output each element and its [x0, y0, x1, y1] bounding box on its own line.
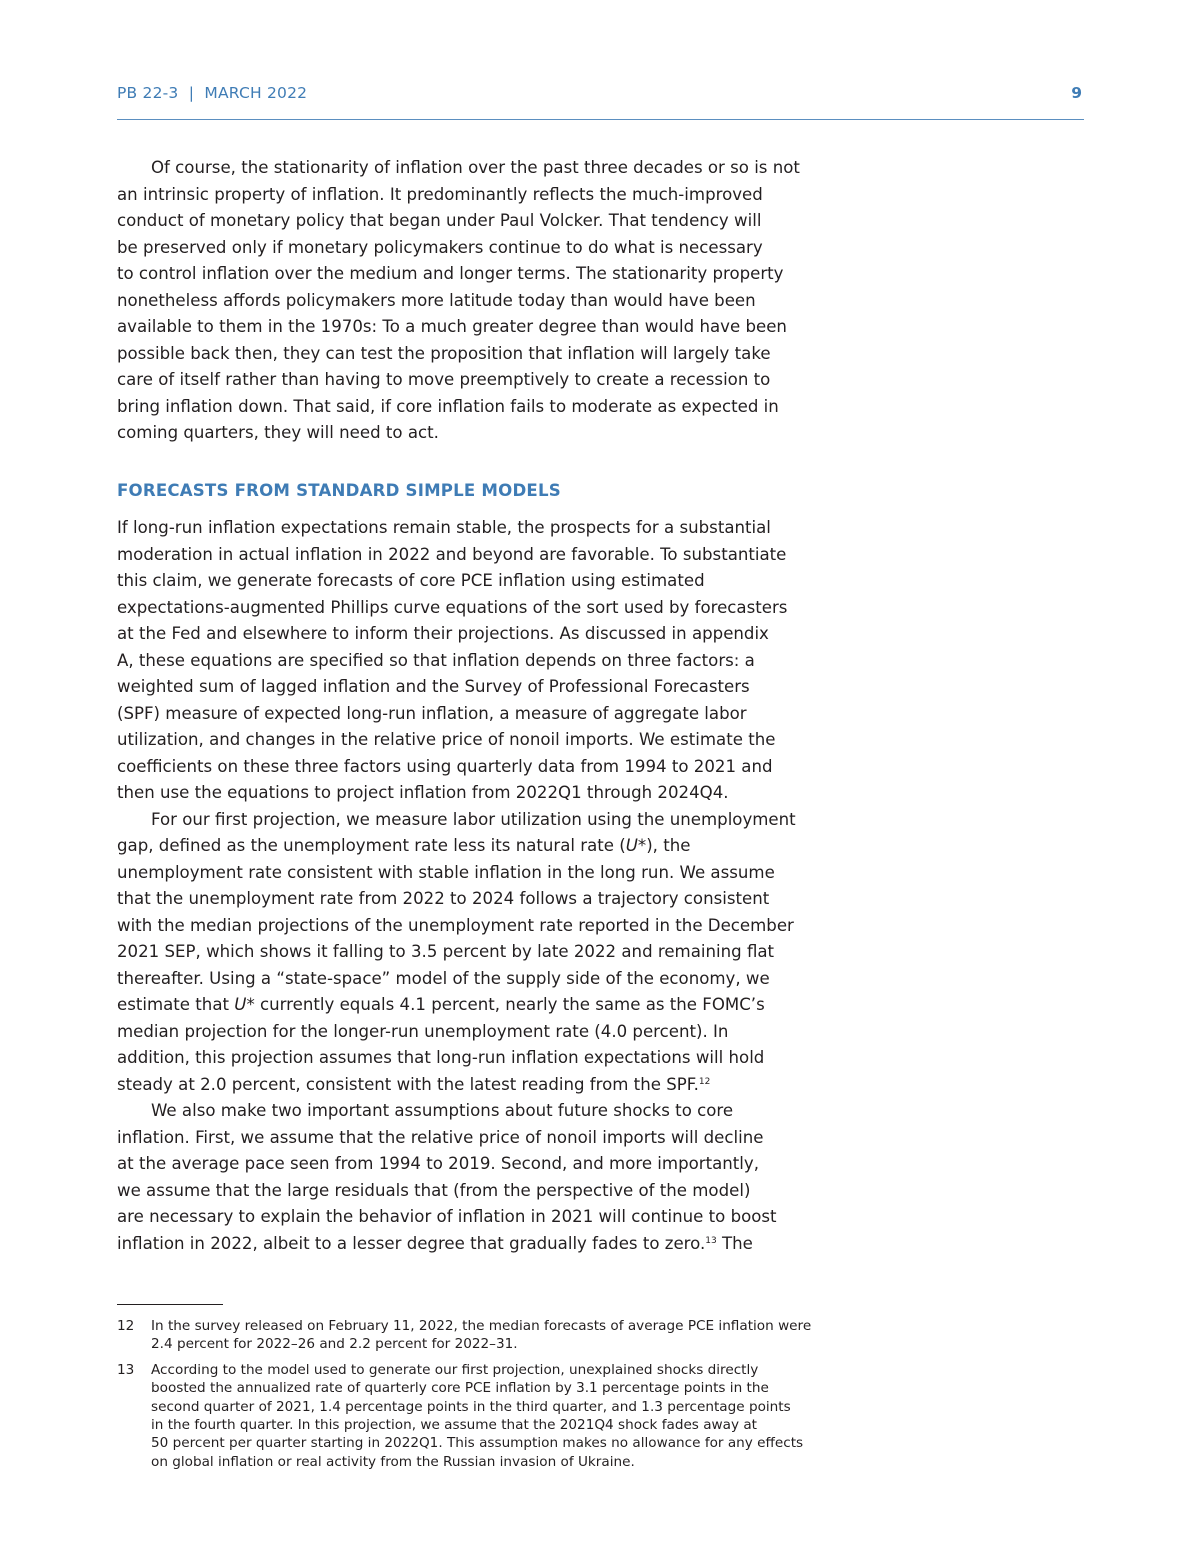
running-header — [117, 84, 1084, 106]
text-line: steady at 2.0 percent, consistent with the latest reading from the SPF.$^{12}$ — [117, 1074, 711, 1094]
text-line: For our first projection, we measure labor utilization using the unemployment — [151, 809, 796, 829]
text-line: estimate that U* currently equals 4.1 percent, nearly the same as the FOMC’s — [117, 995, 765, 1014]
footnote-12 — [117, 1317, 897, 1354]
text-line: addition, this projection assumes that long-run inflation expectations will hold — [117, 1048, 765, 1067]
paragraph-first-projection — [117, 807, 897, 1099]
text-line: coming quarters, they will need to act. — [117, 423, 439, 442]
footnote-line: second quarter of 2021, 1.4 percentage points in the third quarter, and 1.3 percentage points — [151, 1398, 791, 1415]
footnote-line: boosted the annualized rate of quarterly core PCE inflation by 3.1 percentage points in the — [151, 1380, 769, 1397]
section-body — [117, 515, 897, 1257]
text-line: inflation. First, we assume that the relative price of nonoil imports will decline — [117, 1127, 764, 1147]
text-line: at the Fed and elsewhere to inform their projections. As discussed in appendix — [117, 624, 769, 643]
text-line: then use the equations to project inflation from 2022Q1 through 2024Q4. — [117, 783, 729, 802]
text-line: thereafter. Using a “state-space” model of the supply side of the economy, we — [117, 968, 770, 988]
footnote-number: 13 — [117, 1361, 135, 1378]
text-line: unemployment rate consistent with stable inflation in the long run. We assume — [117, 862, 775, 882]
text-line: moderation in actual inflation in 2022 and beyond are favorable. To substantiate — [117, 544, 787, 564]
text-line: available to them in the 1970s: To a much greater degree than would have been — [117, 317, 787, 336]
text-line: expectations-augmented Phillips curve equations of the sort used by forecasters — [117, 597, 788, 617]
text-line: weighted sum of lagged inflation and the Survey of Professional Forecasters — [117, 677, 750, 696]
u-star-symbol: U — [625, 836, 638, 855]
footnote-line: 50 percent per quarter starting in 2022Q1. This assumption makes no allowance for any effects — [151, 1435, 804, 1452]
u-star-symbol: U — [234, 995, 247, 1014]
text-line: at the average pace seen from 1994 to 2019. Second, and more importantly, — [117, 1154, 759, 1173]
header-rule — [117, 119, 1084, 120]
text-line: conduct of monetary policy that began under Paul Volcker. That tendency will — [117, 211, 762, 230]
text-line: that the unemployment rate from 2022 to 2024 follows a trajectory consistent — [117, 889, 770, 908]
text-line: 2021 SEP, which shows it falling to 3.5 percent by late 2022 and remaining flat — [117, 942, 775, 961]
section-heading: FORECASTS FROM STANDARD SIMPLE MODELS — [117, 481, 561, 500]
text-line: we assume that the large residuals that (from the perspective of the model) — [117, 1180, 751, 1200]
text-line: inflation in 2022, albeit to a lesser degree that gradually fades to zero.$^{13}$ The — [117, 1233, 753, 1253]
footnote-line: According to the model used to generate our first projection, unexplained shocks directly — [151, 1361, 759, 1378]
footnote-line: in the fourth quarter. In this projection, we assume that the 2021Q4 shock fades away at — [151, 1417, 758, 1434]
paragraph-shock-assumptions — [117, 1098, 897, 1257]
text-line: utilization, and changes in the relative price of nonoil imports. We estimate the — [117, 730, 776, 749]
footnote-rule — [117, 1304, 223, 1305]
footnote-number: 12 — [117, 1318, 135, 1334]
text-line: be preserved only if monetary policymakers continue to do what is necessary — [117, 237, 763, 257]
text-line: an intrinsic property of inflation. It predominantly reflects the much-improved — [117, 184, 763, 204]
footnote-ref-12[interactable]: 12 — [698, 1076, 711, 1087]
text-line: care of itself rather than having to move preemptively to create a recession to — [117, 370, 771, 389]
paragraph-forecasts — [117, 515, 897, 807]
footnote-line: In the survey released on February 11, 2022, the median forecasts of average PCE inflation were — [151, 1318, 812, 1334]
text-line: with the median projections of the unemployment rate reported in the December — [117, 915, 794, 935]
text-line: are necessary to explain the behavior of inflation in 2021 will continue to boost — [117, 1207, 777, 1226]
header-publication-date: PB 22-3 | MARCH 2022 — [117, 84, 308, 102]
page-number: 9 — [1071, 84, 1082, 102]
text-line: We also make two important assumptions about future shocks to core — [151, 1101, 734, 1120]
footnote-ref-13[interactable]: 13 — [705, 1235, 717, 1246]
text-line: nonetheless affords policymakers more latitude today than would have been — [117, 290, 756, 310]
text-line: If long-run inflation expectations remain stable, the prospects for a substantial — [117, 518, 771, 537]
footnotes — [117, 1317, 897, 1478]
text-line: bring inflation down. That said, if core inflation fails to moderate as expected in — [117, 396, 779, 416]
footnote-line: on global inflation or real activity from the Russian invasion of Ukraine. — [151, 1453, 635, 1470]
text-line: to control inflation over the medium and longer terms. The stationarity property — [117, 264, 784, 283]
text-line: A, these equations are specified so that inflation depends on three factors: a — [117, 650, 755, 670]
text-line: this claim, we generate forecasts of core PCE inflation using estimated — [117, 571, 705, 590]
footnote-line: 2.4 percent for 2022–26 and 2.2 percent for 2022–31. — [151, 1336, 518, 1353]
text-line: Of course, the stationarity of inflation over the past three decades or so is not — [151, 158, 800, 177]
text-line: possible back then, they can test the proposition that inflation will largely take — [117, 343, 771, 363]
text-line: median projection for the longer-run unemployment rate (4.0 percent). In — [117, 1021, 729, 1041]
text-line: (SPF) measure of expected long-run inflation, a measure of aggregate labor — [117, 703, 747, 723]
text-line: gap, defined as the unemployment rate less its natural rate (U*), the — [117, 836, 691, 855]
paragraph-stationarity — [117, 155, 897, 447]
footnote-13 — [117, 1361, 897, 1471]
text-line: coefficients on these three factors using quarterly data from 1994 to 2021 and — [117, 756, 773, 776]
